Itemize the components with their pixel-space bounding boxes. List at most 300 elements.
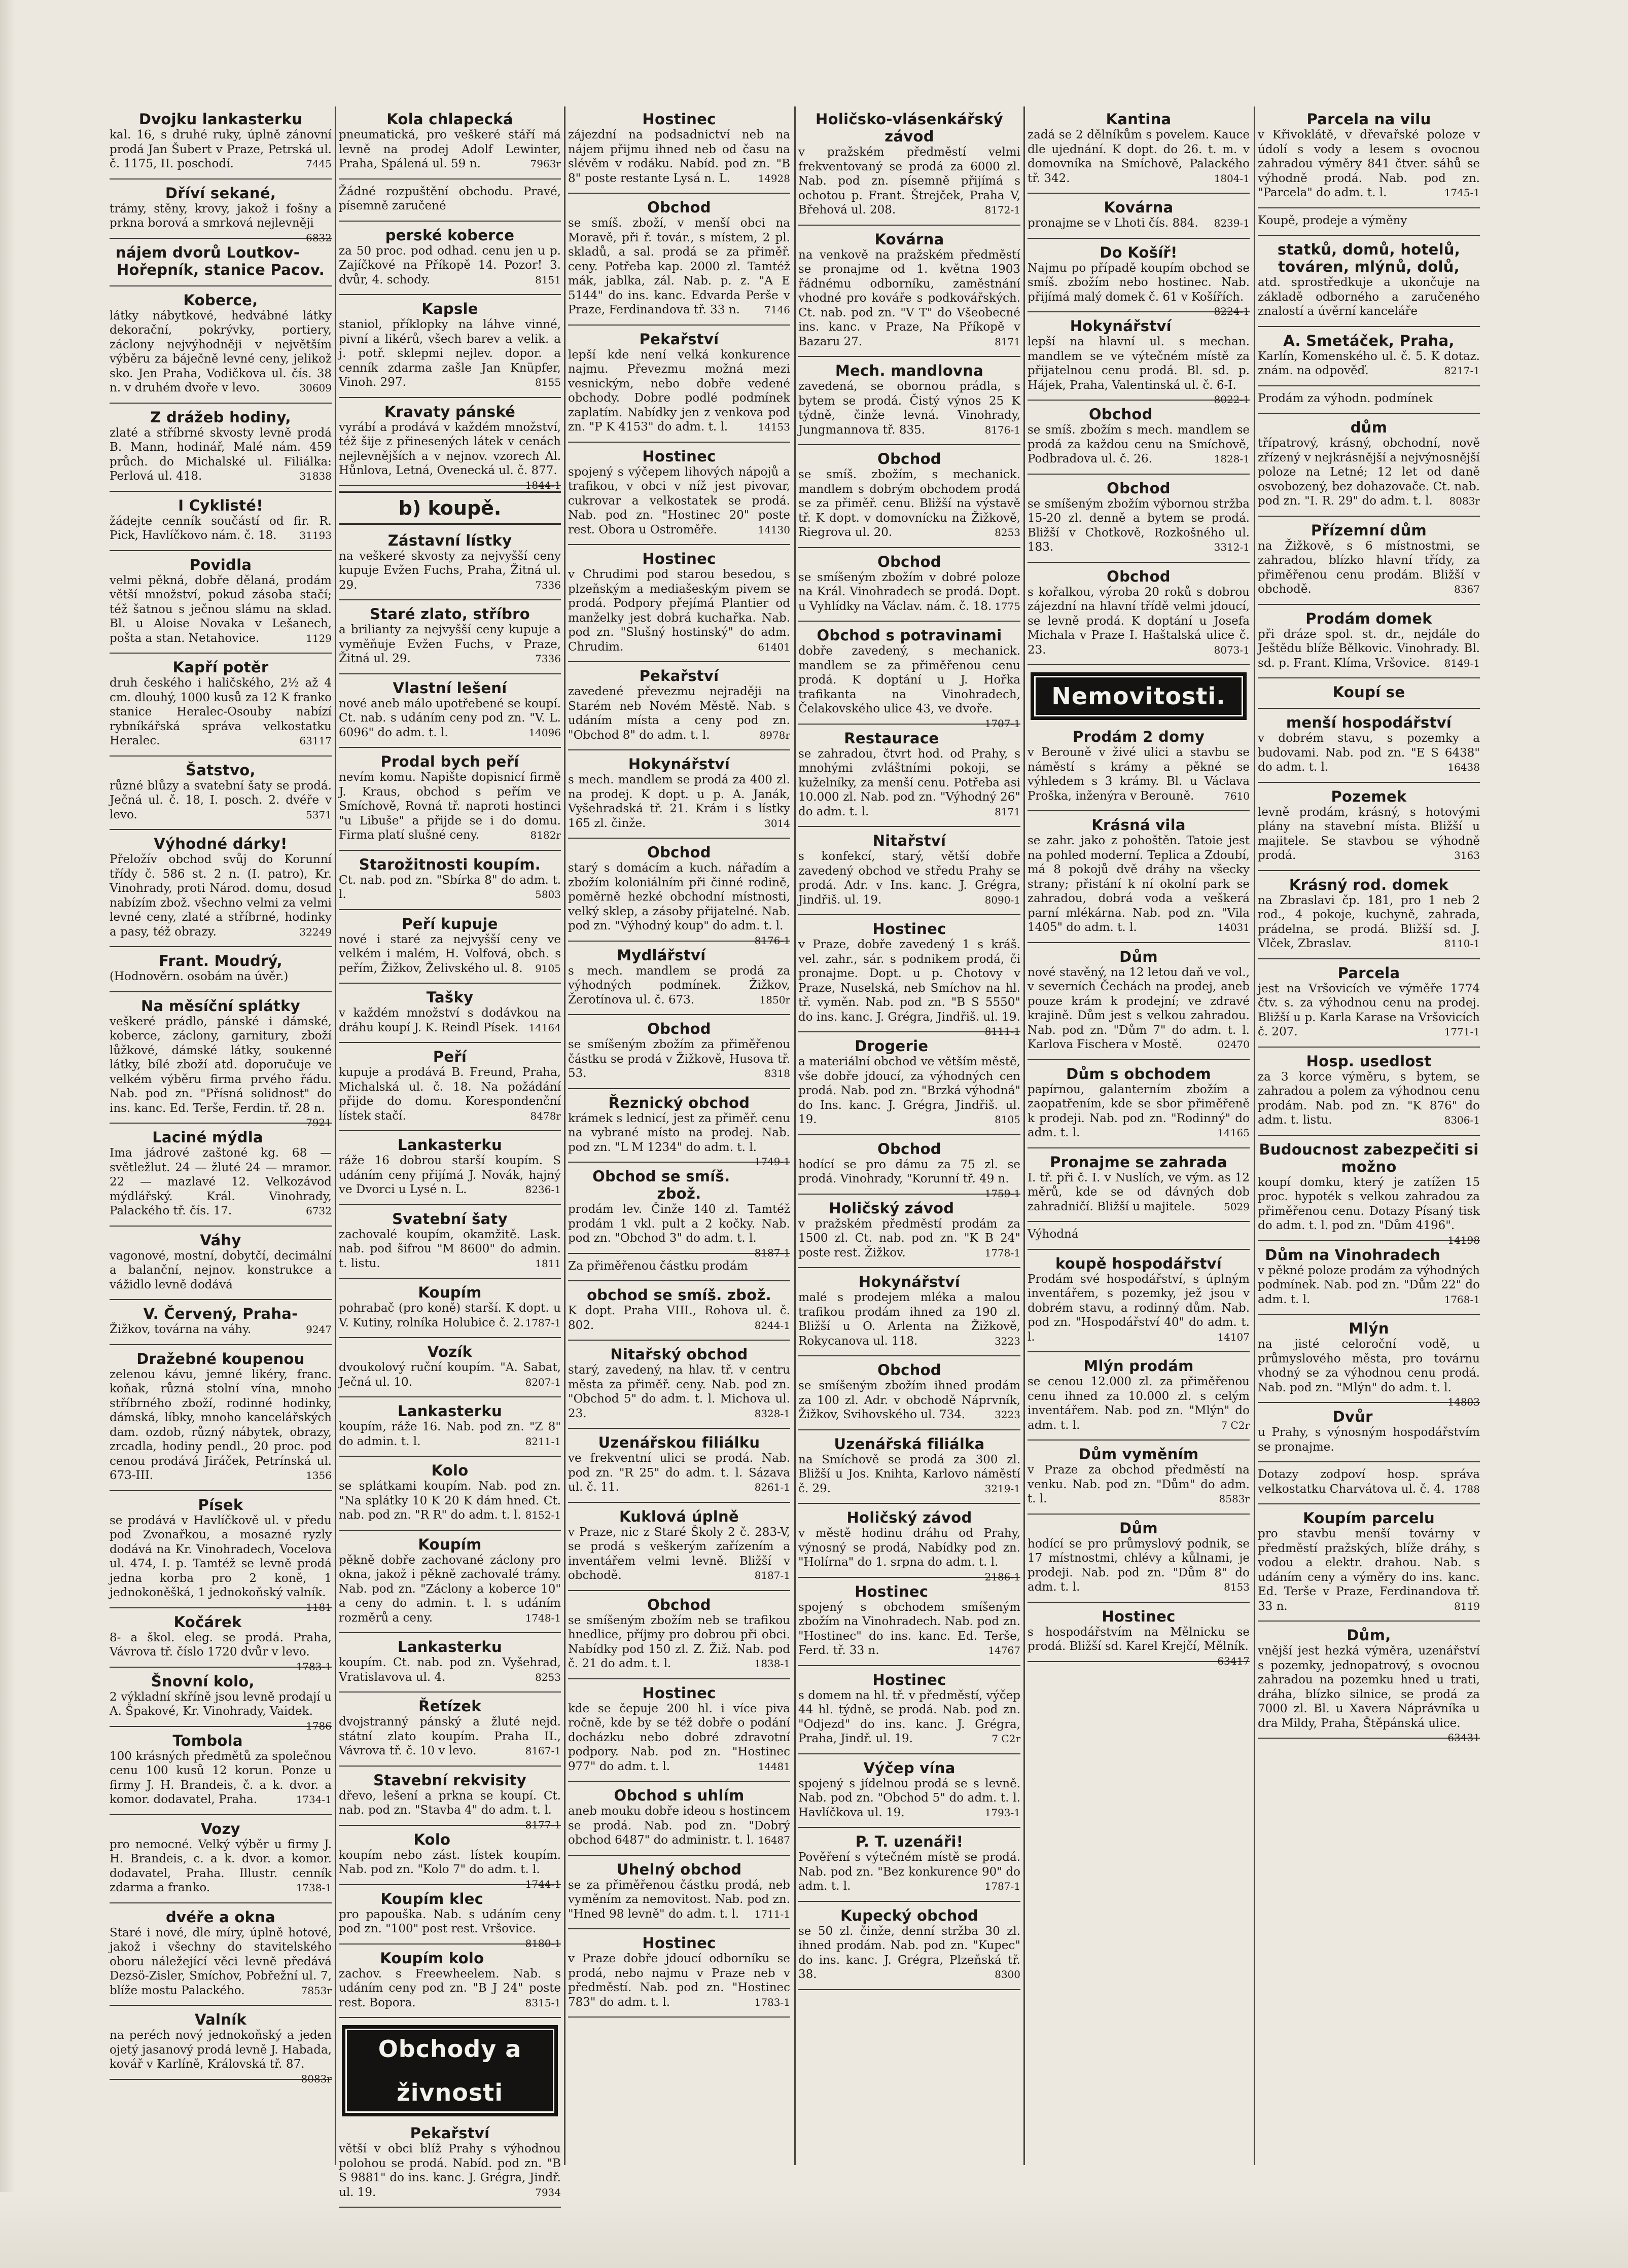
ad-body: pohrabač (pro koně) starší. K dopt. u V. Kutiny, rolníka Holubice č. 2. <box>339 1302 561 1329</box>
ad-headline: Dům vyměním <box>1078 1446 1199 1463</box>
ad-body: na Zbraslavi čp. 181, pro 1 neb 2 rod., 4 pokoje, kuchyně, zahrada, prádelna, se prodá. Bližší sd. J. Vlček, Zbraslav. <box>1258 893 1480 950</box>
ad-reference-number: 16487 <box>758 1834 790 1846</box>
classified-ad <box>110 184 332 244</box>
ad-reference-number: 8153 <box>1224 1581 1250 1593</box>
classified-ad <box>798 450 1020 540</box>
ad-reference-number: 1786 <box>306 1719 332 1732</box>
ad-reference-number: 5029 <box>1224 1200 1250 1213</box>
ad-headline: Řetízek <box>418 1698 481 1715</box>
ad-headline: Lankasterku <box>398 1402 502 1420</box>
ad-reference-number: 8318 <box>764 1067 790 1079</box>
classified-ad <box>110 1496 332 1613</box>
ad-headline: Výhodné dárky! <box>154 835 288 852</box>
ad-headline: Kovárna <box>874 230 944 248</box>
ad-body: v pražském předměstí velmi frekventovaný se prodá za 6000 zl. Nab. pod zn. písemně přijímá s ochotou p. Frant. Štrejček, Praha V, Břehová ul. 208. <box>798 146 1020 217</box>
ad-divider <box>1258 708 1480 709</box>
classified-ad <box>110 952 332 984</box>
ad-reference-number: 1129 <box>306 632 332 644</box>
ad-headline: Kola chlapecká <box>386 111 513 128</box>
ad-divider <box>1258 677 1480 678</box>
ad-body: koupím. Ct. nab. pod zn. Vyšehrad, Vratislavova ul. 4. <box>339 1656 561 1684</box>
ad-body: dobře zavedený, s mechanick. mandlem se za přiměřenou cenu prodá. K doptání u J. Hořka trafikanta na Vinohradech, Čelakovského ulice 43, ve dvoře. <box>798 644 1020 715</box>
classified-ad <box>339 1698 561 1758</box>
ad-headline: Hosp. usedlost <box>1306 1052 1432 1070</box>
classified-ad <box>1258 964 1480 1039</box>
ad-divider <box>568 1781 790 1782</box>
classified-ad <box>1258 876 1480 951</box>
ad-headline: Hostinec <box>642 1934 716 1952</box>
ad-body: třípatrový, krásný, obchodní, nově zřízený v nejkrásnější a nejvýnosnější poloze na Letné; 12 let od daně osvobozený, bez dohazovače. Ct. nab. pod zn. "I. R. 29" do adm. t. l. <box>1258 437 1480 508</box>
ad-headline: Lankasterku <box>398 1136 502 1154</box>
ad-divider <box>339 1204 561 1205</box>
classified-ad <box>1258 1053 1480 1128</box>
ad-divider <box>1258 1503 1480 1504</box>
ad-headline: Parcela <box>1337 964 1400 982</box>
ad-body: I. tř. při č. I. v Nuslích, ve vým. as 12 měrů, kde se od dávných dob zahradničí. Bližší u majitele. <box>1028 1171 1250 1213</box>
ad-divider <box>339 1337 561 1338</box>
ad-body: s hospodářstvím na Mělnicku se prodá. Bližší sd. Karel Krejčí, Mělník. <box>1028 1625 1250 1653</box>
ad-divider <box>1028 474 1250 475</box>
ad-body: se splátkami koupím. Nab. pod zn. "Na splátky 10 K 20 K dám hned. Ct. nab. pod zn. "R R" do adm. t. l. <box>339 1480 561 1522</box>
ad-reference-number: 3014 <box>764 817 790 830</box>
classified-ad <box>1028 317 1250 406</box>
ad-headline: Na měsíční splátky <box>141 997 300 1015</box>
classified-ad <box>110 1732 332 1807</box>
ad-divider <box>568 1014 790 1015</box>
ad-headline: Hostinec <box>642 447 716 465</box>
ad-headline: Prodám 2 domy <box>1072 728 1205 745</box>
classified-ad <box>1028 1357 1250 1432</box>
classified-ad <box>339 679 561 740</box>
ad-headline: Hostinec <box>872 920 946 938</box>
ad-divider <box>1028 664 1250 665</box>
classified-ad <box>1258 213 1480 228</box>
ad-divider <box>798 1989 1020 1990</box>
ad-divider <box>798 225 1020 226</box>
ad-body: se 50 zl. činže, denní stržba 30 zl. ihned prodám. Nab. pod zn. "Kupec" do ins. kanc. J. Grégra, Plzeňská tř. 38. <box>798 1924 1020 1981</box>
ad-divider <box>568 1502 790 1503</box>
ad-divider <box>1028 562 1250 563</box>
ad-reference-number: 8261-1 <box>754 1481 790 1493</box>
ad-headline: Kovárna <box>1104 199 1174 216</box>
ad-reference-number: 32249 <box>299 925 332 938</box>
ad-divider <box>568 2017 790 2018</box>
classified-ad <box>339 989 561 1035</box>
ad-headline: Stavební rekvisity <box>373 1771 526 1789</box>
ad-headline: Parcela na vilu <box>1306 111 1431 128</box>
ad-body: s domem na hl. tř. v předměstí, výčep 44 hl. týdně, se prodá. Nab. pod zn. "Odjezd" do ins. kanc. J. Grégra, Praha, Jindř. ul. 19. <box>798 1688 1020 1745</box>
ad-body: s kořalkou, výroba 20 roků s dobrou zájezdní na hlavní třídě velmi jdoucí, se levně prodá. K doptání u Josefa Michala v Praze I. Haštalská ulice č. 23. <box>1028 585 1250 657</box>
ad-body: a materiální obchod ve větším městě, vše dobře jdoucí, za výhodných cen prodá. Nab. pod zn. "Brzká výhodná" do Ins. kanc. J. Grégra, Jindřiš. ul. 19. <box>798 1055 1020 1126</box>
ad-reference-number: 1734-1 <box>296 1793 332 1806</box>
ad-reference-number: 7921 <box>306 1117 332 1129</box>
ad-reference-number: 8306-1 <box>1444 1114 1480 1126</box>
ad-body: pro papouška. Nab. s udáním ceny pod zn. "100" post rest. Vršovice. <box>339 1907 561 1935</box>
ad-headline: Řeznický obchod <box>608 1094 750 1111</box>
ad-body: Prodám za výhodn. podmínek <box>1258 391 1433 405</box>
ad-headline: Uzenářskou filiálku <box>598 1434 760 1451</box>
ad-divider <box>1258 1047 1480 1048</box>
ad-body: se smíš. zboží, v menší obci na Moravě, při ř. továr., s místem, 2 pl. skladů, a sal. prodá se za přiměř. ceny. Potřeba kap. 2000 zl. Tamtéž mák, jablka, zál. Nab. p. z. "A E 5144" do ins. kanc. Edvarda Perše v Praze, Ferdinandova tř. 33 n. <box>568 217 790 316</box>
ad-body: veškeré prádlo, pánské i dámské, koberce, záclony, garnitury, zboží lůžkové, dámské látky, soukenné látky, bílé zboží atd. doporučuje ve velkém výběru firma prvého řádu. Nab. pod zn. "Přísná solidnost" do ins. kanc. Ed. Terše, Ferdin. tř. 28 n. <box>110 1015 332 1115</box>
ad-headline: Lankasterku <box>398 1638 502 1655</box>
ad-headline: Dvojku lankasterku <box>138 111 303 128</box>
ad-divider <box>339 983 561 984</box>
ad-headline: Holičský závod <box>846 1509 972 1526</box>
ad-reference-number: 1775 <box>995 600 1020 613</box>
classified-ad <box>1028 243 1250 317</box>
ad-body: se za přiměřenou částku prodá, neb vyměním za nemovitost. Nab. pod zn. "Hned 98 levně" do adm. t. l. <box>568 1878 790 1921</box>
ad-headline: Pekařství <box>639 667 719 685</box>
ad-reference-number: 8478r <box>530 1109 561 1122</box>
ad-divider <box>110 2079 332 2080</box>
classified-ad <box>1028 111 1250 186</box>
ad-divider <box>110 1344 332 1345</box>
ad-divider <box>339 1632 561 1633</box>
ad-divider <box>339 1691 561 1693</box>
ad-divider <box>798 914 1020 915</box>
classified-ad <box>568 550 790 654</box>
ad-reference-number: 8176-1 <box>754 934 790 947</box>
ad-divider <box>339 673 561 674</box>
ad-headline: Obchod s potravinami <box>817 627 1002 644</box>
ad-headline: Obchod <box>877 1361 941 1379</box>
ad-headline: Peří <box>433 1048 467 1065</box>
ad-reference-number: 8090-1 <box>984 893 1020 906</box>
ad-body: s mech. mandlem se prodá za 400 zl. na prodej. K dopt. u p. A. Janák, Vyšehradská tř. 21. Krám i s lístky 165 zl. činže. <box>568 773 790 830</box>
ad-column-5 <box>1028 111 1250 2164</box>
ad-headline: Kupecký obchod <box>840 1906 978 1924</box>
ad-reference-number: 8022-1 <box>1214 393 1250 406</box>
ad-body: zadá se 2 dělníkům s povelem. Kauce dle ujednání. K dopt. do 26. t. m. v domovníka na Smíchově, Palackého tř. 342. <box>1028 128 1250 185</box>
classified-ad <box>568 1934 790 2009</box>
classified-ad <box>339 856 561 902</box>
ad-reference-number: 63117 <box>299 735 332 747</box>
ad-body: na peréch nový jednokoňský a jeden ojetý jasanový prodá levně J. Habada, kovář v Karlíně, Královská tř. 87. <box>110 2029 332 2071</box>
ad-divider <box>1028 1249 1250 1250</box>
ad-divider <box>110 403 332 404</box>
classified-ad <box>110 409 332 484</box>
ad-headline: Obchod <box>647 199 711 216</box>
ad-headline: Dům <box>1119 1519 1158 1537</box>
classified-ad <box>1028 1227 1250 1242</box>
ad-headline: Kantina <box>1106 111 1172 128</box>
ad-headline: Dvůr <box>1332 1408 1373 1425</box>
ad-body: se smíšeným zbožím ihned prodám za 100 zl. Adr. v obchodě Náprvník, Žižkov, Svihovského ul. 734. <box>798 1379 1020 1421</box>
ad-body: 100 krásných předmětů za společnou cenu 100 kusů 12 korun. Ponze u firmy J. H. Brandeis, č. a k. dvor. a komor. dodavatel, Praha. <box>110 1749 332 1806</box>
ad-body: Karlín, Komenského ul. č. 5. K dotaz. znám. na odpověď. <box>1258 349 1480 377</box>
classified-ad <box>110 762 332 822</box>
ad-reference-number: 8224-1 <box>1214 305 1250 317</box>
ad-body: Dotazy zodpoví hosp. správa velkostatku Charvátova ul. č. 4. <box>1258 1468 1480 1496</box>
classified-ad <box>568 111 790 186</box>
classified-ad <box>568 1259 790 1274</box>
ad-headline: Výčep vína <box>863 1759 955 1777</box>
ad-body: žádejte cenník součástí od fir. R. Pick, Havlíčkovo nám. č. 18. <box>110 514 332 542</box>
ad-headline: Hokynářství <box>1070 317 1172 335</box>
ad-divider <box>339 294 561 295</box>
ad-body: ráže 16 dobrou starší koupím. S udáním ceny přijímá J. Novák, hajný ve Dvorci u Lysé n. L. <box>339 1154 561 1196</box>
ad-body: Najmu po případě koupím obchod se smíš. zbožím nebo hostinec. Nab. přijímá malý domek č. 61 v Košířích. <box>1028 261 1250 304</box>
ad-reference-number: 1707-1 <box>984 717 1020 730</box>
ad-divider <box>798 826 1020 827</box>
ad-divider <box>798 1753 1020 1754</box>
ad-divider <box>339 1530 561 1531</box>
ad-headline: Tašky <box>426 989 474 1006</box>
ad-body: 8- a škol. eleg. se prodá. Praha, Vávrova tř. číslo 1720 dvůr v levo. <box>110 1631 332 1659</box>
ad-reference-number: 1745-1 <box>1444 187 1480 199</box>
classified-ad <box>339 1950 561 2010</box>
ad-body: nové stavěný, na 12 letou daň ve vol., v severních Čechách na prodej, aneb pouze krám k prodejní; ve zdravé krajině. Dům jest s velkou zahradou. Nab. pod zn. "Dům 7" do adm. t. l. Karlova Fischera v Mostě. <box>1028 965 1250 1051</box>
ad-divider <box>339 1456 561 1457</box>
classified-ad <box>568 1168 790 1259</box>
classified-ad <box>339 1402 561 1449</box>
ad-body: v Praze, nic z Staré Školy 2 č. 283-V, se prodá s veškerým zařízením a inventářem velmi levně. Bližší v obchodě. <box>568 1525 790 1582</box>
classified-ad <box>339 1136 561 1197</box>
ad-reference-number: 1793-1 <box>984 1806 1020 1819</box>
ad-reference-number: 8978r <box>759 729 790 741</box>
ad-reference-number: 8253 <box>535 1671 561 1683</box>
ad-reference-number: 9247 <box>306 1323 332 1336</box>
classified-ad <box>110 1232 332 1292</box>
ad-divider <box>110 238 332 239</box>
ad-divider <box>339 2207 561 2208</box>
ad-headline: Obchod <box>1107 567 1171 585</box>
classified-ad <box>798 362 1020 437</box>
ad-divider <box>1258 604 1480 605</box>
ad-divider <box>798 444 1020 445</box>
ad-headline: Uhelný obchod <box>616 1860 742 1878</box>
classified-ad <box>110 1350 332 1483</box>
classified-ad <box>568 1020 790 1081</box>
ad-reference-number: 1787-1 <box>525 1316 561 1329</box>
ad-headline: Hostinec <box>642 111 716 128</box>
ad-column-3 <box>568 111 790 2164</box>
ad-divider <box>798 1429 1020 1430</box>
ad-divider <box>110 1123 332 1124</box>
ad-body: v Praze za obchod předměstí na venku. Nab. pod zn. "Dům" do adm. t. l. <box>1028 1463 1250 1505</box>
classified-ad <box>339 227 561 287</box>
ad-headline: Váhy <box>200 1231 241 1249</box>
classified-ad <box>798 1509 1020 1583</box>
ad-divider <box>568 1280 790 1281</box>
ad-headline: Kravaty pánské <box>384 403 516 420</box>
ad-divider <box>568 1428 790 1429</box>
classified-ad <box>339 1048 561 1123</box>
ad-divider <box>339 1766 561 1767</box>
ad-reference-number: 7 C2r <box>1221 1419 1250 1431</box>
ad-headline: Obchod <box>877 450 941 467</box>
classified-ad <box>798 1671 1020 1746</box>
ad-headline: Obchod s uhlím <box>614 1787 745 1804</box>
classified-ad <box>568 448 790 537</box>
ad-reference-number: 8177-1 <box>525 1818 561 1831</box>
ad-divider <box>568 544 790 545</box>
ad-headline: Starožitnosti koupím. <box>359 855 541 873</box>
classified-ad <box>568 1508 790 1583</box>
ad-headline: Hostinec <box>642 1684 716 1702</box>
ad-headline: Mlýn <box>1349 1320 1389 1337</box>
ad-divider <box>110 1726 332 1727</box>
ad-headline: Obchod <box>877 1140 941 1158</box>
ad-reference-number: 16438 <box>1447 761 1480 773</box>
ad-divider <box>798 1665 1020 1666</box>
classified-ad <box>798 231 1020 349</box>
ad-reference-number: 2186-1 <box>984 1570 1020 1583</box>
ad-headline: Tombola <box>172 1732 243 1749</box>
ad-body: hodící se pro průmyslový podnik, se 17 místnostmi, chlévy a kůlnami, je prodeji. Nab. pod zn. "Dům 8" do adm. t. l. <box>1028 1537 1250 1594</box>
ad-reference-number: 1711-1 <box>754 1907 790 1920</box>
ad-reference-number: 7336 <box>535 579 561 591</box>
classified-ad <box>798 1140 1020 1200</box>
ad-reference-number: 14928 <box>758 172 790 185</box>
ad-divider <box>339 2017 561 2018</box>
ad-reference-number: 14198 <box>1447 1234 1480 1246</box>
ad-divider <box>110 178 332 179</box>
classified-ad <box>798 627 1020 730</box>
ad-divider <box>568 1678 790 1679</box>
ad-divider <box>110 1226 332 1227</box>
classified-ad <box>568 1346 790 1421</box>
ad-divider <box>1258 1621 1480 1622</box>
classified-ad <box>798 1907 1020 1982</box>
ad-body: s mech. mandlem se prodá za výhodných podmínek. Žižkov, Žerotínova ul. č. 673. <box>568 964 790 1006</box>
ad-reference-number: 8583r <box>1219 1493 1250 1505</box>
classified-ad <box>568 947 790 1007</box>
ad-reference-number: 1783-1 <box>754 1996 790 2008</box>
ad-headline: Pozemek <box>1331 787 1407 805</box>
ad-body: lepší kde není velká konkurence najmu. Převezmu možná mezi vesnickým, nebo dobře vedené obchody. Dobre podlé podmínek zaplatím. Nabídky jen z venkova pod zn. "P K 4153" do adm. t. l. <box>568 348 790 434</box>
ad-headline: Písek <box>198 1496 243 1514</box>
ad-headline: Dům <box>1119 948 1158 965</box>
ad-body: Koupě, prodeje a výměny <box>1258 213 1407 227</box>
ad-headline: Koupím <box>418 1535 482 1553</box>
ad-divider <box>568 1590 790 1591</box>
ad-headline: Mech. mandlovna <box>835 362 984 379</box>
ad-body: pěkně dobře zachované záclony pro okna, jakož i pěkně zachovalé trámy. Nab. pod zn. "Záclony a koberce 10" a ceny do admin. t. l. s udáním rozměrů a ceny. <box>339 1553 561 1625</box>
classified-ad <box>1258 391 1480 406</box>
ad-headline: Šatstvo, <box>186 761 256 779</box>
ad-reference-number: 14481 <box>758 1760 790 1773</box>
classified-ad <box>339 2125 561 2200</box>
classified-ad <box>798 1833 1020 1894</box>
ad-reference-number: 8155 <box>535 376 561 388</box>
ad-body: v Chrudimi pod starou besedou, s plzeňským a mediašeským pivem se prodá. Podpory přejímá Plantier od manželky jest dobrá kuchařka. Nab. pod zn. "Slušný hostinský" do adm. Chrudim. <box>568 568 790 654</box>
ad-body: koupím nebo zást. lístek koupím. Nab. pod zn. "Kolo 7" do adm. t. l. <box>339 1848 561 1876</box>
ad-divider <box>339 850 561 851</box>
column-rule <box>564 106 565 2165</box>
ad-headline: Obchod <box>1107 479 1171 497</box>
ad-divider <box>568 1855 790 1856</box>
classified-ad <box>110 111 332 171</box>
ad-body: v každém množství s dodávkou na dráhu koupí J. K. Reindl Písek. <box>339 1006 561 1034</box>
classified-ad <box>798 1759 1020 1820</box>
classified-ad <box>1028 1154 1250 1214</box>
ad-body: zelenou kávu, jemné likéry, franc. koňak, různá stolní vína, mnoho stříbrného zboží, rodinné hodinky, dámská, líbky, mnoho kancelářských dam. ozdob, různý nábytek, obrazy, zrcadla, hodiny pendl., 20 proc. pod cenou prodává Jiráček, Petrínská ul. 673-III. <box>110 1367 332 1482</box>
classified-ad <box>339 753 561 843</box>
ad-body: v dobrém stavu, s pozemky a budovami. Nab. pod zn. "E S 6438" do adm. t. l. <box>1258 732 1480 774</box>
ad-body: zlaté a stříbrné skvosty levně prodá B. Mann, hodinář, Malé nám. 459 průch. do Michalské ul. Filiálka: Perlová ul. 418. <box>110 426 332 483</box>
ad-body: kupuje a prodává B. Freund, Praha, Michalská ul. č. 18. Na požádání přijde do domu. Korespondenční lístek stačí. <box>339 1066 561 1123</box>
ad-divider <box>798 1827 1020 1828</box>
ad-headline: Dům s obchodem <box>1066 1065 1211 1083</box>
ad-body: Přeložív obchod svůj do Korunní třídy č. 586 st. 2 n. (I. patro), Kr. Vinohrady, proti Národ. domu, dosud nabízím zbož. všechno velmi za velmi levné ceny, zlaté a stříbrné, hodinky a pasy, též obrazy. <box>110 853 332 939</box>
ad-reference-number: 8176-1 <box>984 423 1020 436</box>
ad-divider <box>110 1299 332 1300</box>
ad-headline: Obchod <box>877 553 941 570</box>
ad-divider <box>339 1396 561 1397</box>
ad-divider <box>1258 326 1480 327</box>
classified-ad <box>1028 1255 1250 1345</box>
ad-body: u Prahy, s výnosným hospodářstvím se pronajme. <box>1258 1426 1480 1454</box>
classified-ad <box>1258 1320 1480 1408</box>
ad-column-1 <box>110 111 332 2164</box>
ad-reference-number: 1778-1 <box>984 1246 1020 1259</box>
ad-reference-number: 8149-1 <box>1444 657 1480 669</box>
ad-reference-number: 8187-1 <box>754 1569 790 1581</box>
ad-body: pronajme se v Lhoti čís. 884. <box>1028 217 1198 230</box>
ad-divider <box>1028 810 1250 811</box>
ad-headline: Frant. Moudrý, <box>159 952 282 969</box>
ad-reference-number: 61401 <box>758 640 790 653</box>
ad-headline: Obchod se smíš. zbož. <box>592 1168 730 1202</box>
classified-ad <box>568 1596 790 1671</box>
classified-ad <box>1028 406 1250 466</box>
ad-headline: Kolo <box>413 1830 451 1848</box>
ad-divider <box>568 1928 790 1929</box>
classified-ad <box>798 730 1020 819</box>
classified-ad <box>110 659 332 748</box>
ad-reference-number: 8083r <box>1449 495 1480 507</box>
ad-reference-number: 1768-1 <box>1444 1293 1480 1306</box>
classified-ad <box>110 244 332 278</box>
classified-ad <box>1258 1509 1480 1613</box>
ad-headline: Svatební šaty <box>392 1210 508 1228</box>
ad-body: s konfekcí, starý, větší dobře zavedený obchod ve středu Prahy se prodá. Adr. v Ins. kanc. J. Grégra, Jindřiš. ul. 19. <box>798 850 1020 907</box>
ad-headline: Povidla <box>189 556 252 573</box>
ad-reference-number: 1850r <box>759 993 790 1006</box>
ad-body: v Křivoklátě, v dřevařské poloze v údolí s vody a lesem s ovocnou zahradou výměry 841 čtver. sáhů se výhodně prodá. Nab. pod zn. "Parcela" do adm. t. l. <box>1258 128 1480 199</box>
ad-headline: dům <box>1350 419 1388 436</box>
ad-body: kde se čepuje 200 hl. i více piva ročně, kde by se též dobře o podání docházku nebo dobré zdravotní podpory. Nab. pod zn. "Hostinec 977" do adm. t. l. <box>568 1702 790 1773</box>
ad-divider <box>1028 1147 1250 1148</box>
ad-headline: A. Smetáček, Praha, <box>1283 332 1455 349</box>
classified-ad <box>339 1284 561 1330</box>
ad-headline: Prodal bych peří <box>380 753 519 770</box>
ad-body: lepší na hlavní ul. s mechan. mandlem se ve výtečném místě za přijatelnou cenu prodá. Bl. sd. p. Hájek, Praha, Valentinská ul. č. 6-I. <box>1028 335 1250 392</box>
ad-body: a brilianty za nejvyšší ceny kupuje a vyměňuje Evžen Fuchs, v Praze, Žitná ul. 29. <box>339 623 561 665</box>
classified-ad <box>798 1037 1020 1127</box>
ad-divider <box>1028 1602 1250 1603</box>
ad-body: v Praze dobře jdoucí odborníku se prodá, nebo najmu v Praze neb v předměstí. Nab. pod zn. "Hostinec 783" do adm. t. l. <box>568 1952 790 2009</box>
classified-ad <box>110 835 332 939</box>
ad-column-6 <box>1258 111 1480 2164</box>
ad-reference-number: 1811 <box>535 1257 561 1270</box>
ad-body: zájezdní na podsadnictví neb na nájem přijmu ihned neb od času na slévěm v rodáku. Nabíd. pod zn. "B 8" poste restante Lysá n. L. <box>568 128 790 185</box>
column-rule <box>335 106 336 2165</box>
classified-ad <box>568 1861 790 1922</box>
ad-headline: Koupím parcelu <box>1303 1509 1435 1527</box>
ad-reference-number: 1804-1 <box>1214 172 1250 185</box>
ad-headline: Šnovní kolo, <box>151 1672 255 1690</box>
ad-column-4 <box>798 111 1020 2164</box>
ad-headline: Dříví sekané, <box>165 184 276 202</box>
ad-reference-number: 9105 <box>535 962 561 975</box>
ad-divider <box>1028 1439 1250 1441</box>
ad-reference-number: 7336 <box>535 653 561 665</box>
ad-body: papírnou, galanterním zbožím a zaopatřením, kde se sbor přiměřeně k prodeji. Nab. pod zn. "Rodinný" do adm. t. l. <box>1028 1083 1250 1139</box>
ad-reference-number: 1788 <box>1454 1483 1480 1495</box>
